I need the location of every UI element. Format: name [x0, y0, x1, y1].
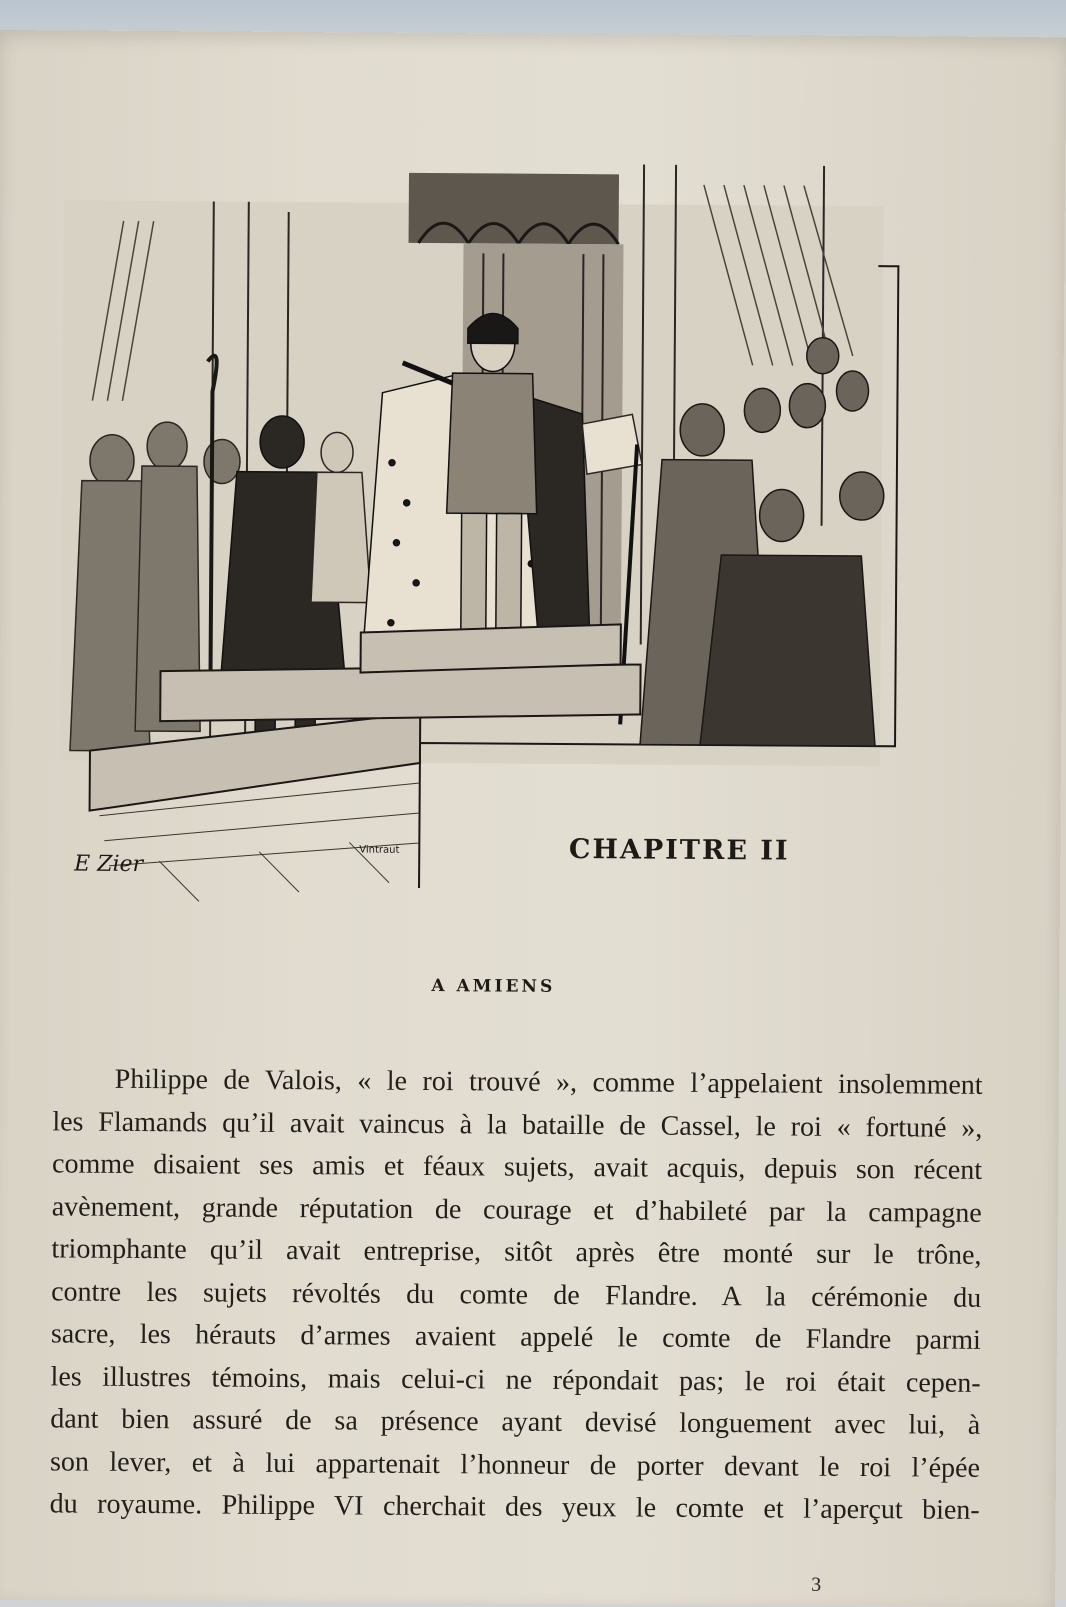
chapter-title: CHAPITRE II	[568, 833, 790, 867]
paragraph-line: dant bien assuré de sa présence ayant devisé longuement avec lui, à	[50, 1403, 981, 1441]
paragraph-line: triomphante qu’il avait entreprise, sitôt après être monté sur le trône,	[51, 1233, 982, 1271]
engraver-mark: Vintraut	[359, 844, 400, 856]
book-page	[0, 30, 1066, 1607]
paragraph-line: contre les sujets révoltés du comte de Flandre. A la cérémonie du	[51, 1275, 982, 1314]
paragraph-line: Philippe de Valois, « le roi trouvé », comme l’appelaient insolemment	[114, 1063, 983, 1101]
paragraph-line: du royaume. Philippe VI cherchait des yeux le comte et l’aperçut bien-	[49, 1488, 980, 1526]
paragraph-line: comme disaient ses amis et féaux sujets, avait acquis, depuis son récent	[51, 1148, 983, 1186]
paragraph-line: les Flamands qu’il avait vaincus à la bataille de Cassel, le roi « fortuné »,	[52, 1105, 983, 1144]
engraving-image	[59, 160, 919, 926]
paragraph-line: sacre, les hérauts d’armes avaient appelé le comte de Flandre parmi	[50, 1318, 981, 1356]
paragraph-line: avènement, grande réputation de courage et d’habileté par la campagne	[51, 1190, 982, 1229]
body-paragraph	[50, 1058, 983, 1532]
paragraph-line: les illustres témoins, mais celui-ci ne répondait pas; le roi était cepen-	[50, 1360, 981, 1399]
chapter-illustration	[59, 160, 919, 926]
page-number: 3	[811, 1573, 822, 1596]
section-title: A AMIENS	[431, 976, 556, 997]
artist-signature: E Zier	[74, 851, 144, 878]
paragraph-line: son lever, et à lui appartenait l’honneur de porter devant le roi l’épée	[49, 1445, 981, 1484]
